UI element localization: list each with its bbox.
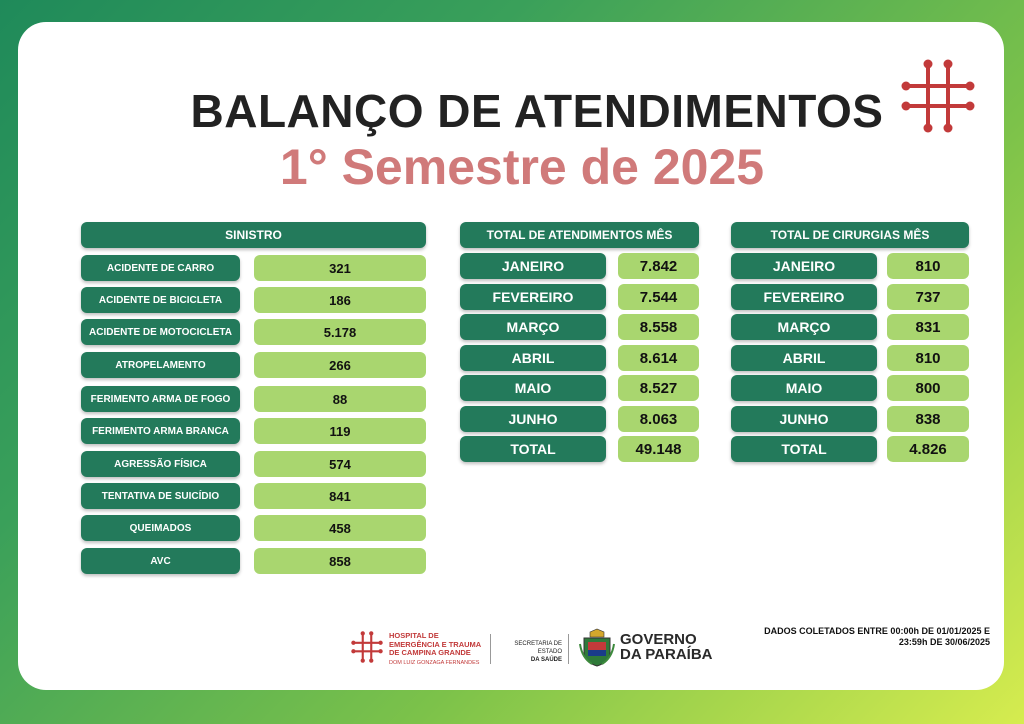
atendimentos-value: 8.614 bbox=[618, 345, 699, 371]
sinistro-label: ACIDENTE DE BICICLETA bbox=[81, 287, 240, 313]
sinistro-label: QUEIMADOS bbox=[81, 515, 240, 541]
atendimentos-month: JUNHO bbox=[460, 406, 606, 432]
cirurgias-value: 737 bbox=[887, 284, 969, 310]
data-collection-note: DADOS COLETADOS ENTRE 00:00h DE 01/01/2025 E 23:59h DE 30/06/2025 bbox=[764, 626, 990, 647]
sinistro-value: 186 bbox=[254, 287, 426, 313]
sinistro-value: 88 bbox=[254, 386, 426, 412]
sinistro-value: 119 bbox=[254, 418, 426, 444]
cirurgias-month: ABRIL bbox=[731, 345, 877, 371]
sinistro-value: 321 bbox=[254, 255, 426, 281]
sinistro-value: 266 bbox=[254, 352, 426, 378]
atendimentos-month: JANEIRO bbox=[460, 253, 606, 279]
sinistro-label: AGRESSÃO FÍSICA bbox=[81, 451, 240, 477]
cirurgias-value: 810 bbox=[887, 345, 969, 371]
cirurgias-month: FEVEREIRO bbox=[731, 284, 877, 310]
atendimentos-month: FEVEREIRO bbox=[460, 284, 606, 310]
atendimentos-month: ABRIL bbox=[460, 345, 606, 371]
sinistro-value: 5.178 bbox=[254, 319, 426, 345]
cirurgias-month: JANEIRO bbox=[731, 253, 877, 279]
sinistro-label: TENTATIVA DE SUICÍDIO bbox=[81, 483, 240, 509]
atendimentos-value: 7.544 bbox=[618, 284, 699, 310]
sinistro-label: ACIDENTE DE CARRO bbox=[81, 255, 240, 281]
atendimentos-month: MAIO bbox=[460, 375, 606, 401]
atendimentos-month: MARÇO bbox=[460, 314, 606, 340]
cirurgias-value: 838 bbox=[887, 406, 969, 432]
secretaria-line2: DA SAÚDE bbox=[530, 657, 562, 663]
hospital-name-text: HOSPITAL DE EMERGÊNCIA E TRAUMA DE CAMPINA GRANDE bbox=[389, 631, 481, 657]
atendimentos-value: 7.842 bbox=[618, 253, 699, 279]
footer-divider bbox=[490, 634, 491, 664]
sinistro-label: FERIMENTO ARMA BRANCA bbox=[81, 418, 240, 444]
page-title: BALANÇO DE ATENDIMENTOS bbox=[190, 85, 884, 137]
sinistro-label: FERIMENTO ARMA DE FOGO bbox=[81, 386, 240, 412]
footer-divider bbox=[568, 634, 569, 664]
cirurgias-month: MAIO bbox=[731, 375, 877, 401]
cirurgias-value: 800 bbox=[887, 375, 969, 401]
governo-paraiba bbox=[620, 632, 713, 662]
cirurgias-month: JUNHO bbox=[731, 406, 877, 432]
sinistro-value: 858 bbox=[254, 548, 426, 574]
secretaria-saude bbox=[492, 640, 562, 664]
sinistro-value: 841 bbox=[254, 483, 426, 509]
sinistro-label: ACIDENTE DE MOTOCICLETA bbox=[81, 319, 240, 345]
cirurgias-month: MARÇO bbox=[731, 314, 877, 340]
sinistro-label: ATROPELAMENTO bbox=[81, 352, 240, 378]
paraiba-seal-icon bbox=[578, 628, 616, 668]
hospital-cross-icon bbox=[898, 56, 978, 136]
hospital-name bbox=[389, 632, 489, 667]
atendimentos-value: 8.527 bbox=[618, 375, 699, 401]
cirurgias-value: 810 bbox=[887, 253, 969, 279]
cirurgias-value: 831 bbox=[887, 314, 969, 340]
cirurgias-total-value: 4.826 bbox=[887, 436, 969, 462]
atendimentos-value: 8.558 bbox=[618, 314, 699, 340]
hospital-subtitle: DOM LUIZ GONZAGA FERNANDES bbox=[389, 659, 480, 666]
hospital-logo-icon bbox=[350, 630, 384, 664]
atendimentos-header: TOTAL DE ATENDIMENTOS MÊS bbox=[460, 222, 699, 248]
sinistro-header: SINISTRO bbox=[81, 222, 426, 248]
page-subtitle: 1° Semestre de 2025 bbox=[279, 139, 765, 195]
sinistro-value: 458 bbox=[254, 515, 426, 541]
sinistro-value: 574 bbox=[254, 451, 426, 477]
gov-line2: DA PARAÍBA bbox=[620, 646, 713, 663]
atendimentos-total-label: TOTAL bbox=[460, 436, 606, 462]
gov-line1: GOVERNO bbox=[620, 631, 697, 648]
secretaria-line1: SECRETARIA DE ESTADO bbox=[514, 641, 562, 655]
atendimentos-total-value: 49.148 bbox=[618, 436, 699, 462]
cirurgias-header: TOTAL DE CIRURGIAS MÊS bbox=[731, 222, 969, 248]
cirurgias-total-label: TOTAL bbox=[731, 436, 877, 462]
atendimentos-value: 8.063 bbox=[618, 406, 699, 432]
sinistro-label: AVC bbox=[81, 548, 240, 574]
